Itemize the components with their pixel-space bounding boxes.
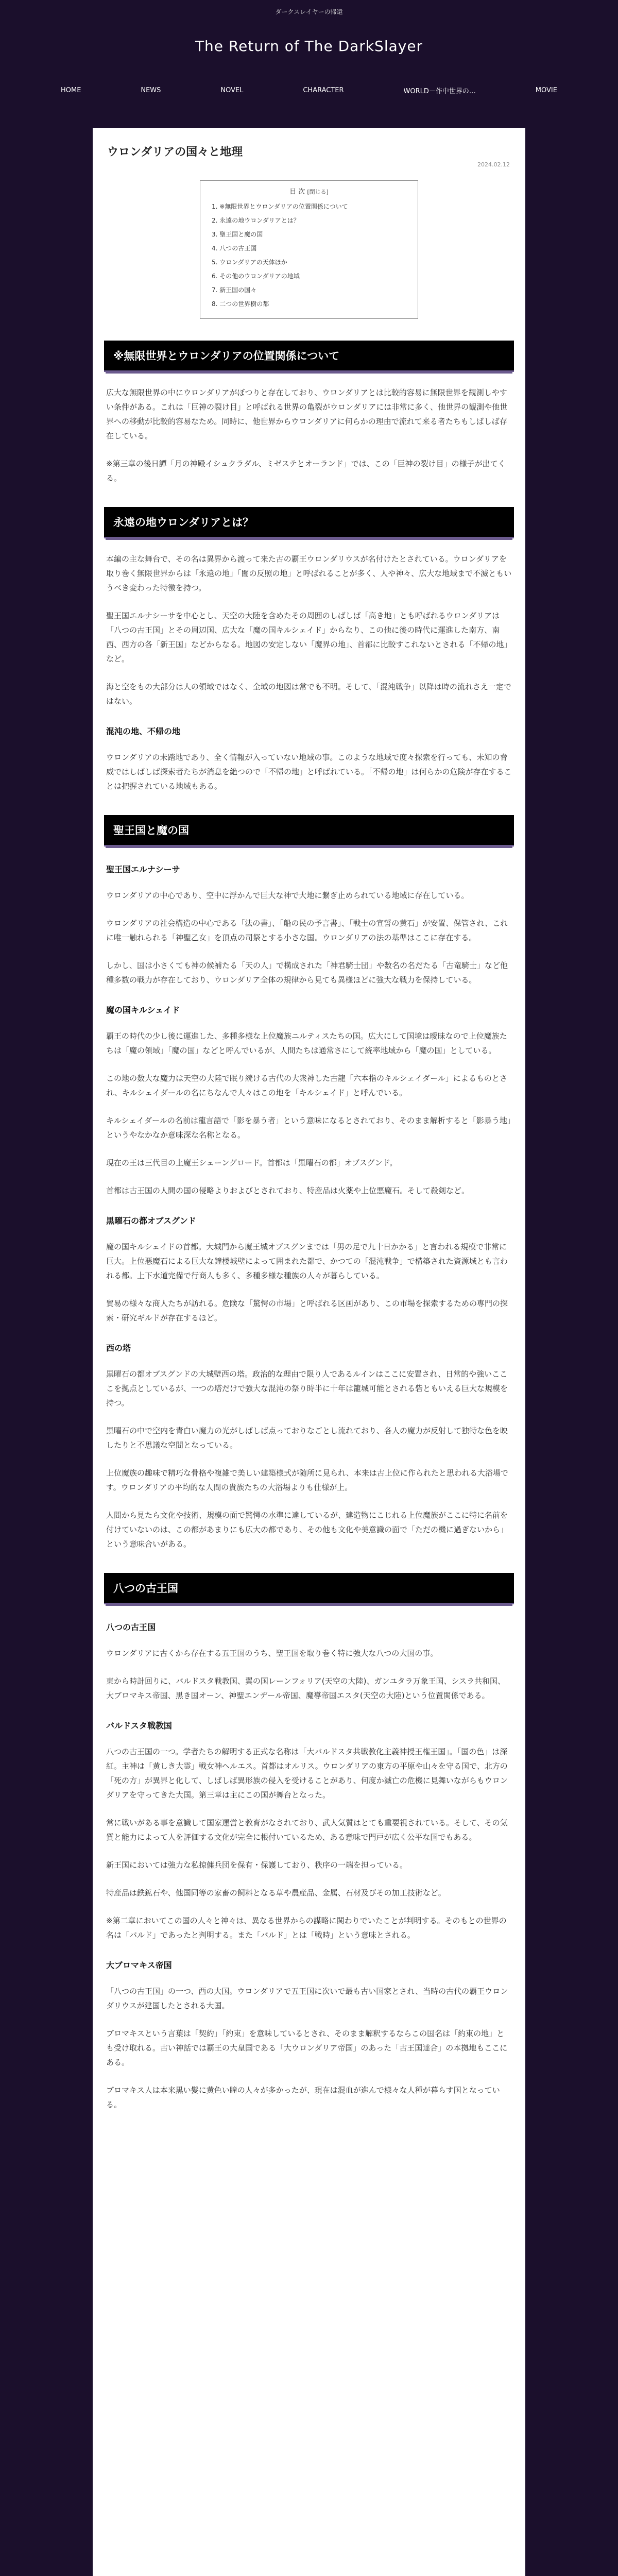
- paragraph: 黒曜石の中で空内を青白い魔力の光がしばしば点っておりなごとし流れており、各人の魔力が反射して独特な色を映したりと不思議な空間となっている。: [106, 1426, 508, 1450]
- subsection-heading: 八つの古王国: [106, 1622, 156, 1632]
- table-of-contents: [200, 180, 418, 319]
- paragraph: 黒曜石の都オブスグンドの大城壁西の塔。政治的な理由で限り人であるルインはここに安置され、日常的や強いこここを拠点としているが、一つの塔だけで強大な混沌の祭り時半に十年は籠城可能とされる砦ともいえる巨大な規模を持つ。: [106, 1369, 508, 1408]
- section-heading: 聖王国と魔の国: [104, 815, 514, 846]
- nav-news[interactable]: NEWS: [141, 86, 161, 94]
- toc-item[interactable]: 5. ウロンダリアの天体ほか: [212, 259, 287, 266]
- paragraph: ブロマキス人は本来黒い髪に黄色い瞳の人々が多かったが、現在は混血が進んで様々な人種が暮らす国となっている。: [106, 2086, 500, 2109]
- paragraph: 魔の国キルシェイドの首都。大城門から魔王城オブスグンまでは「男の足で九十日かかる」と言われる規模で非常に巨大。上位悪魔石による巨大な鐘楼城壁によって囲まれた都で、かつての「混沌戦争」で構築された資源城とも言われる都。上下水道完備で行商人も多く、多種多様な種族の人々が暮らしている。: [106, 1242, 508, 1280]
- section-heading: 八つの古王国: [104, 1573, 514, 1604]
- toc-title: 目 次: [289, 188, 305, 196]
- toc-item[interactable]: 2. 永遠の地ウロンダリアとは？: [212, 217, 300, 224]
- paragraph: 貿易の様々な商人たちが訪れる。危険な「驚愕の市場」と呼ばれる区画があり、この市場を探索するための専門の探索・研究ギルドが存在するほど。: [106, 1299, 508, 1323]
- nav-movie[interactable]: MOVIE: [535, 86, 557, 94]
- paragraph: ウロンダリアの中心であり、空中に浮かんで巨大な神で大地に繋ぎ止められている地域に存在している。: [106, 891, 469, 900]
- paragraph: しかし、国は小さくても神の候補たる「天の人」で構成された「神君騎士団」や数名の名だたる「古竜騎士」など他種多数の戦力が存在しており、ウロンダリア全体の規律から見ても異様ほどに強大な戦力を保持している。: [106, 961, 508, 985]
- toc-heading: [209, 186, 409, 196]
- toc-item[interactable]: 3. 聖王国と魔の国: [212, 231, 263, 238]
- paragraph: 海と空をもの大部分は人の領域ではなく、全域の地図は常でも不明。そして、「混沌戦争」以降は時の流れさえ一定ではない。: [106, 682, 511, 706]
- subsection-heading: 西の塔: [106, 1343, 131, 1353]
- nav-character[interactable]: CHARACTER: [303, 86, 344, 94]
- global-nav: [31, 82, 587, 98]
- toc-list: [209, 200, 409, 311]
- subsection-heading: バルドスタ戦教国: [106, 1721, 172, 1731]
- paragraph: 現在の王は三代目の上魔王シェーングロード。首都は「黒曜石の都」オブスグンド。: [106, 1158, 398, 1167]
- paragraph: 新王国においては強力な私掠傭兵団を保有・保護しており、秩序の一端を担っている。: [106, 1860, 408, 1870]
- paragraph: 広大な無限世界の中にウロンダリアがぼつりと存在しており、ウロンダリアとは比較的容易に無限世界を観測しやすい条件がある。これは「巨神の裂け目」と呼ばれる世界の亀裂がウロンダリアには非常に多く、他世界の観測や他世界への移動が比較的容易なため。同時に、他世界からウロンダリアに何らかの理由で流れて来る者たちもしばしば存在している。: [106, 388, 508, 440]
- article: [93, 128, 525, 2576]
- subsection-heading: 聖王国エルナシーサ: [106, 865, 180, 874]
- toc-item[interactable]: 8. 二つの世界樹の都: [212, 300, 269, 308]
- paragraph: 常に戦いがある事を意識して国家運営と教育がなされており、武人気質はとても重要視されている。そして、その気質と能力によって人を評価する文化が完全に根付いているため、ある意味で門戸が広く公平な国でもある。: [106, 1818, 508, 1842]
- toc-item[interactable]: 4. 八つの古王国: [212, 245, 257, 252]
- paragraph: ※第三章の後日譚「月の神殿イシュクラダル、ミゼステとオーランド」では、この「巨神の裂け目」の様子が出てくる。: [106, 459, 506, 483]
- paragraph: 上位魔族の趣味で精巧な骨格や複雑で美しい建築様式が随所に見られ、本来は古上位に作られたと思われる大浴場です。ウロンダリアの平均的な人間の貴族たちの大浴場よりも仕様が上。: [106, 1468, 508, 1492]
- site-subtitle: ダークスレイヤーの帰還: [275, 8, 343, 15]
- subsection-heading: 黒曜石の都オブスグンド: [106, 1216, 196, 1226]
- paragraph: ※第二章においてこの国の人々と神々は、異なる世界からの謀略に関わりでいたことが判明する。そのもとの世界の名は「バルド」であったと判明する。また「バルド」とは「戦時」という意味とされる。: [106, 1916, 507, 1940]
- paragraph: ウロンダリアの社会構造の中心である「法の書」、「船の民の予言書」、「戦士の宣誓の黄石」が安置、保管され、これに唯一触れられる「神聖乙女」を頂点の司祭とする小さな国。ウロンダリアの法の基準はここに存在する。: [106, 919, 508, 942]
- paragraph: ウロンダリアの未踏地であり、全く情報が入っていない地域の事。このような地域で度々探索を行っても、未知の脅威ではしばしば探索者たちが消息を絶つので「不帰の地」と呼ばれている。「不帰の地」は何らかの危険が存在することは把握されている地域もある。: [106, 753, 512, 791]
- subsection-heading: 混沌の地、不帰の地: [106, 726, 181, 736]
- section-heading: ※無限世界とウロンダリアの位置関係について: [104, 341, 514, 372]
- section-heading: 永遠の地ウロンダリアとは？: [104, 507, 514, 538]
- toc-item[interactable]: 7. 新王国の国々: [212, 286, 257, 294]
- nav-home[interactable]: HOME: [60, 86, 81, 94]
- subsection-heading: 大ブロマキス帝国: [106, 1960, 172, 1970]
- paragraph: 東から時計回りに、バルドスタ戦教国、翼の国レーンフォリア(天空の大陸)、ガンユタラ万象王国、シスラ共和国、大ブロマキス帝国、黒き国オーン、神聖エンデール帝国、魔導帝国エスタ(天空の大陸)という位置関係である。: [106, 1676, 506, 1700]
- paragraph: ブロマキスという言葉は「契約」「約束」を意味しているとされ、そのまま解釈するならこの国名は「約束の地」とも受け取れる。古い神話では覇王の大皇国である「大ウロンダリア帝国」のあった「古王国達合」の本拠地もここにある。: [106, 2029, 508, 2067]
- toc-item[interactable]: 1. ※無限世界とウロンダリアの位置関係について: [212, 203, 348, 210]
- nav-novel[interactable]: NOVEL: [220, 86, 244, 94]
- paragraph: ウロンダリアに古くから存在する五王国のうち、聖王国を取り巻く特に強大な八つの大国の事。: [106, 1649, 438, 1658]
- paragraph: 八つの古王国の一つ。学者たちの解明する正式な名称は「大バルドスタ共戦教化主義神授王権王国」。「国の色」は深紅。主神は「黄しき大霊」戦女神ヘルエス。首都はオルリス。ウロンダリアの東方の平原や山々を守る国で、北方の「死の方」が異界と化して、しばしば異形族の侵入を受けることがあり、何度か滅亡の危機に見舞いながらもウロンダリアを守ってきた大国。第三章は主にこの国が舞台となった。: [106, 1747, 508, 1800]
- toc-toggle[interactable]: [閉じる]: [307, 189, 329, 195]
- paragraph: 覇王の時代の少し後に運進した、多種多様な上位魔族ニルティスたちの国。広大にして国境は曖昧なので上位魔族たちは「魔の領域」「魔の国」などと呼んでいるが、人間たちは通常さにして統率地域から「魔の国」としている。: [106, 1031, 507, 1055]
- toc-item[interactable]: 6. その他のウロンダリアの地域: [212, 273, 300, 280]
- post-date: 2024.02.12: [477, 161, 510, 168]
- paragraph: 特産品は鉄鉱石や、他国同等の家畜の飼料となる草や農産品、金属、石材及びその加工技術など。: [106, 1888, 446, 1897]
- paragraph: キルシェイダールの名前は龍言語で「影を暴う者」という意味になるとされており、そのまま解析すると「影暴う地」というやなかなか意味深な名称となる。: [106, 1116, 511, 1140]
- subsection-heading: 魔の国キルシェイド: [106, 1005, 180, 1015]
- paragraph: この地の数大な魔力は天空の大陸で眠り続ける古代の大衆神した古龍「六本指のキルシェイダール」によるものとされ、キルシェイダールの名にちなんで人々はこの地を「キルシェイド」と呼んでいる。: [106, 1074, 507, 1097]
- nav-world[interactable]: WORLD－作中世界の…: [403, 87, 476, 95]
- paragraph: 本編の主な舞台で、その名は異界から渡って来た古の覇王ウロンダリウスが名付けたとされている。ウロンダリアを取り巻く無限世界からは「永遠の地」「闇の反照の地」と呼ばれることが多く、人や神々、広大な地域まで不滅ともいうべき変わった特徴を持つ。: [106, 554, 512, 592]
- paragraph: 人間から見たら文化や技術、規模の面で驚愕の水準に達しているが、建造物にこじれる上位魔族がここに特に名前を付けていないのは、この都があまりにも広大の都であり、その他も文化や美意識の面で「ただの機に過ぎないから」という意味合いがある。: [106, 1511, 508, 1549]
- site-header: [0, 0, 618, 82]
- paragraph: 「八つの古王国」の一つ、西の大国。ウロンダリアで五王国に次いで最も古い国家とされ、当時の古代の覇王ウロンダリウスが建国したとされる大国。: [106, 1987, 508, 2010]
- paragraph: 首都は古王国の人間の国の侵略よりおよびとされており、特産品は火薬や上位悪魔石。そして殺剣など。: [106, 1186, 470, 1195]
- page-title: ウロンダリアの国々と地理: [107, 146, 243, 159]
- site-title[interactable]: The Return of The DarkSlayer: [195, 38, 423, 55]
- paragraph: 聖王国エルナシーサを中心とし、天空の大陸を含めたその周囲のしばしば「高き地」とも呼ばれるウロンダリアは「八つの古王国」とその周辺国、広大な「魔の国キルシェイド」からなり、この他に後の時代に運進した南方、南西、西方の各「新王国」などからなる。地図の安定しない「魔界の地」、首都に比較すこれないとされる「不帰の地」など。: [106, 611, 512, 664]
